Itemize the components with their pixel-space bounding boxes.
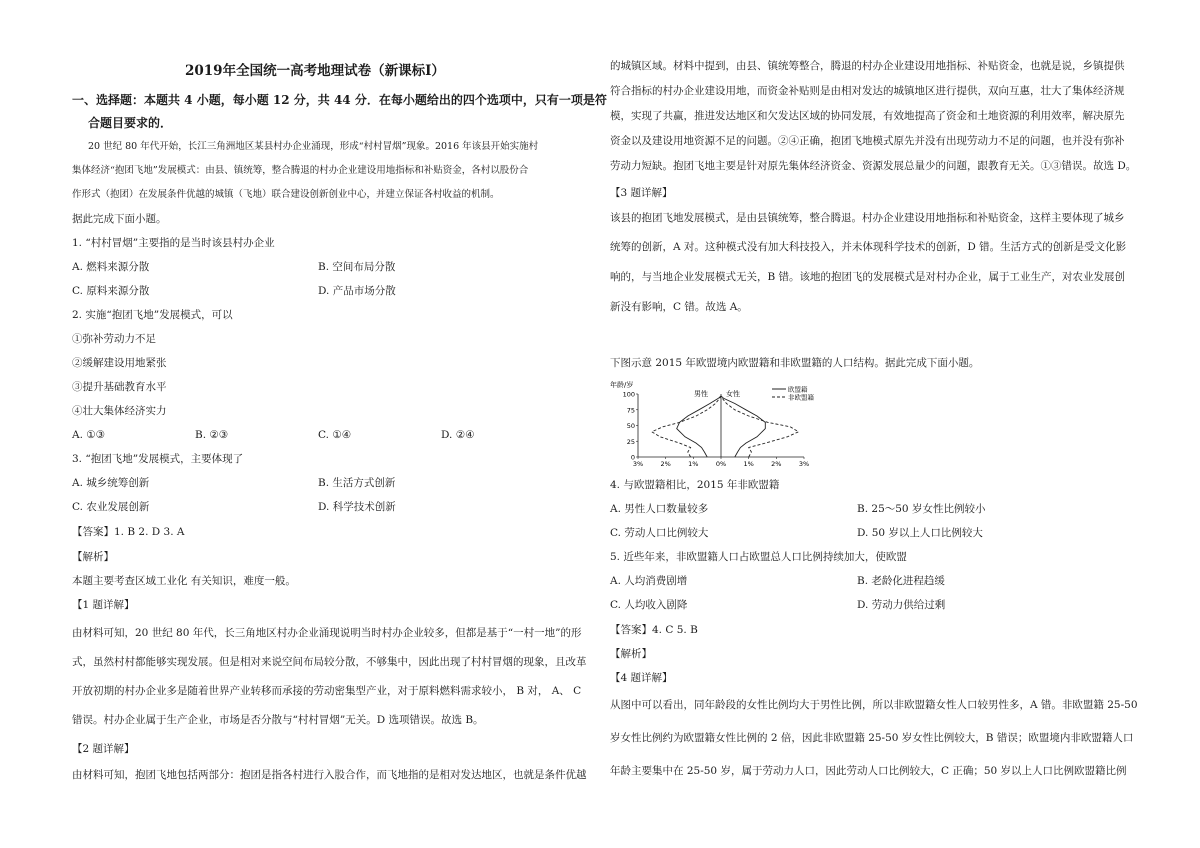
section-heading: 一、选择题：本题共 4 小题，每小题 12 分，共 44 分．在每小题给出的四个选项中，只有一项是符 — [72, 93, 607, 107]
y-tick-label: 100 — [622, 390, 635, 399]
non-eu-male-line — [652, 396, 721, 457]
section-heading-cont: 合题目要求的． — [88, 116, 173, 130]
detail-3-heading: 【3 题详解】 — [610, 187, 673, 199]
detail-3-line: 新没有影响，C 错。故选 A。 — [610, 301, 748, 313]
y-tick-label: 75 — [626, 406, 635, 415]
non-eu-female-line — [721, 396, 799, 457]
legend-non-eu: 非欧盟籍 — [788, 393, 814, 402]
question-5: 5. 近些年来，非欧盟籍人口占欧盟总人口比例持续加大，使欧盟 — [610, 551, 907, 563]
q2-item: ④壮大集体经济实力 — [72, 405, 167, 417]
q2-option-a: A. ①③ — [72, 429, 106, 441]
q4-option-b: B. 25～50 岁女性比例较小 — [857, 503, 986, 515]
y-tick-label: 0 — [630, 453, 635, 462]
chart-intro: 下图示意 2015 年欧盟境内欧盟籍和非欧盟籍的人口结构。据此完成下面小题。 — [610, 357, 980, 369]
cont-line: 资金以及建设用地资源不足的问题。②④正确，抱团飞地模式原先并没有出现劳动力不足的问题，也并没有弥补 — [610, 135, 1125, 147]
x-tick-label: 2% — [660, 460, 671, 468]
q3-option-a: A. 城乡统筹创新 — [72, 477, 150, 489]
q3-option-b: B. 生活方式创新 — [318, 477, 396, 489]
q2-option-c: C. ①④ — [318, 429, 352, 441]
analysis-text: 本题主要考查区域工业化 有关知识，难度一般。 — [72, 575, 296, 587]
q3-option-d: D. 科学技术创新 — [318, 501, 396, 513]
question-2: 2. 实施“抱团飞地”发展模式，可以 — [72, 309, 233, 321]
q4-option-d: D. 50 岁以上人口比例较大 — [857, 527, 983, 539]
population-pyramid-chart — [608, 376, 818, 470]
eu-male-line — [677, 396, 721, 457]
q2-item: ①弥补劳动力不足 — [72, 333, 156, 345]
q2-option-b: B. ②③ — [195, 429, 229, 441]
detail-1-line: 错误。村办企业属于生产企业，市场是否分散与“村村冒烟”无关。D 选项错误。故选 B。 — [72, 714, 484, 726]
q1-option-a: A. 燃料来源分散 — [72, 261, 150, 273]
cont-line: 的城镇区域。材料中提到，由县、镇统筹整合，腾退的村办企业建设用地指标、补贴资金，也就是说，乡镇提供 — [610, 60, 1125, 72]
eu-female-line — [721, 396, 765, 457]
x-tick-label: 1% — [688, 460, 699, 468]
q4-option-c: C. 劳动人口比例较大 — [610, 527, 709, 539]
detail-4-line: 从图中可以看出，同年龄段的女性比例均大于男性比例，所以非欧盟籍女性人口较男性多，A 错。非欧盟籍 25-50 — [610, 699, 1138, 711]
material-line: 集体经济“抱团飞地”发展模式：由县、镇统筹，整合腾退的村办企业建设用地指标和补贴资金，各村以股份合 — [72, 165, 529, 176]
cont-line: 劳动力短缺。抱团飞地主要是针对原先集体经济资金、资源发展总量少的问题，跟教育无关。①③错误。故选 D。 — [610, 160, 1137, 172]
x-tick-label: 3% — [632, 460, 644, 468]
analysis-heading-2: 【解析】 — [610, 648, 652, 660]
q3-option-c: C. 农业发展创新 — [72, 501, 150, 513]
question-4: 4. 与欧盟籍相比，2015 年非欧盟籍 — [610, 479, 780, 491]
detail-3-line: 该县的抱团飞地发展模式，是由县镇统筹，整合腾退。村办企业建设用地指标和补贴资金，这样主要体现了城乡 — [610, 212, 1125, 224]
y-tick-label: 25 — [626, 437, 635, 446]
q2-option-d: D. ②④ — [441, 429, 475, 441]
prompt-line: 据此完成下面小题。 — [72, 213, 167, 225]
detail-4-line: 岁女性比例约为欧盟籍女性比例的 2 倍，因此非欧盟籍 25-50 岁女性比例较大，B 错误；欧盟境内非欧盟籍人口 — [610, 732, 1134, 744]
male-label: 男性 — [694, 390, 708, 398]
detail-1-heading: 【1 题详解】 — [72, 599, 135, 611]
q5-option-c: C. 人均收入剧降 — [610, 599, 688, 611]
analysis-heading: 【解析】 — [72, 551, 114, 563]
question-1: 1. “村村冒烟”主要指的是当时该县村办企业 — [72, 237, 275, 249]
detail-2-line: 由材料可知，抱团飞地包括两部分：抱团是指各村进行入股合作，而飞地指的是相对发达地区，也就是条件优越 — [72, 769, 587, 781]
y-tick-label: 50 — [626, 422, 635, 430]
detail-2-heading: 【2 题详解】 — [72, 743, 135, 755]
detail-1-line: 式，虽然村村都能够实现发展。但是相对来说空间布局较分散，不够集中，因此出现了村村冒烟的现象，且改革 — [72, 656, 587, 668]
q1-option-b: B. 空间布局分散 — [318, 261, 396, 273]
q2-item: ③提升基础教育水平 — [72, 381, 167, 393]
material-line: 作形式（抱团）在发展条件优越的城镇（飞地）联合建设创新创业中心，并建立保证各村收益的机制。 — [72, 189, 500, 200]
q5-option-d: D. 劳动力供给过剩 — [857, 599, 946, 611]
detail-3-line: 统筹的创新，A 对。这种模式没有加大科技投入，并未体现科学技术的创新，D 错。生活方式的创新是受文化影 — [610, 241, 1127, 253]
chart-legend — [772, 385, 815, 402]
paper-title: 2019年全国统一高考地理试卷（新课标Ⅰ） — [185, 63, 445, 79]
cont-line: 模，实现了共赢，推进发达地区和欠发达区域的协同发展，有效地提高了资金和土地资源的利用效率，解决原先 — [610, 110, 1125, 122]
detail-4-heading: 【4 题详解】 — [610, 672, 673, 684]
cont-line: 符合指标的村办企业建设用地，而资金补贴则是由相对发达的城镇地区进行提供，双向互惠，壮大了集体经济规 — [610, 85, 1125, 97]
detail-1-line: 由材料可知，20 世纪 80 年代，长三角地区村办企业涌现说明当时村办企业较多，但都是基于“一村一地”的形 — [72, 627, 582, 639]
x-tick-label: 0% — [715, 460, 727, 468]
question-3: 3. “抱团飞地”发展模式，主要体现了 — [72, 453, 244, 465]
x-tick-label: 1% — [743, 460, 754, 468]
x-tick-label: 2% — [771, 460, 782, 468]
answer-line-2: 【答案】4. C 5. B — [610, 624, 698, 636]
detail-4-line: 年龄主要集中在 25-50 岁，属于劳动力人口，因此劳动人口比例较大，C 正确；50 岁以上人口比例欧盟籍比例 — [610, 765, 1127, 777]
material-line: 20 世纪 80 年代开始，长江三角洲地区某县村办企业涌现，形成“村村冒烟”现象。2016 年该县开始实施村 — [88, 141, 539, 152]
q2-item: ②缓解建设用地紧张 — [72, 357, 167, 369]
q5-option-b: B. 老龄化进程趋缓 — [857, 575, 945, 587]
q1-option-c: C. 原料来源分散 — [72, 285, 150, 297]
detail-1-line: 开放初期的村办企业多是随着世界产业转移而承接的劳动密集型产业，对于原料燃料需求较小， B 对， A、 C — [72, 685, 582, 697]
q1-option-d: D. 产品市场分散 — [318, 285, 396, 297]
q5-option-a: A. 人均消费剧增 — [610, 575, 688, 587]
answer-line: 【答案】1. B 2. D 3. A — [72, 526, 185, 538]
female-label: 女性 — [726, 390, 740, 398]
x-tick-label: 3% — [798, 460, 810, 468]
detail-3-line: 响的，与当地企业发展模式无关，B 错。该地的抱团飞的发展模式是对村办企业，属于工业生产，对农业发展创 — [610, 271, 1126, 283]
legend-eu: 欧盟籍 — [788, 385, 808, 394]
chart-ylabel: 年龄/岁 — [610, 381, 634, 389]
q4-option-a: A. 男性人口数量较多 — [610, 503, 709, 515]
